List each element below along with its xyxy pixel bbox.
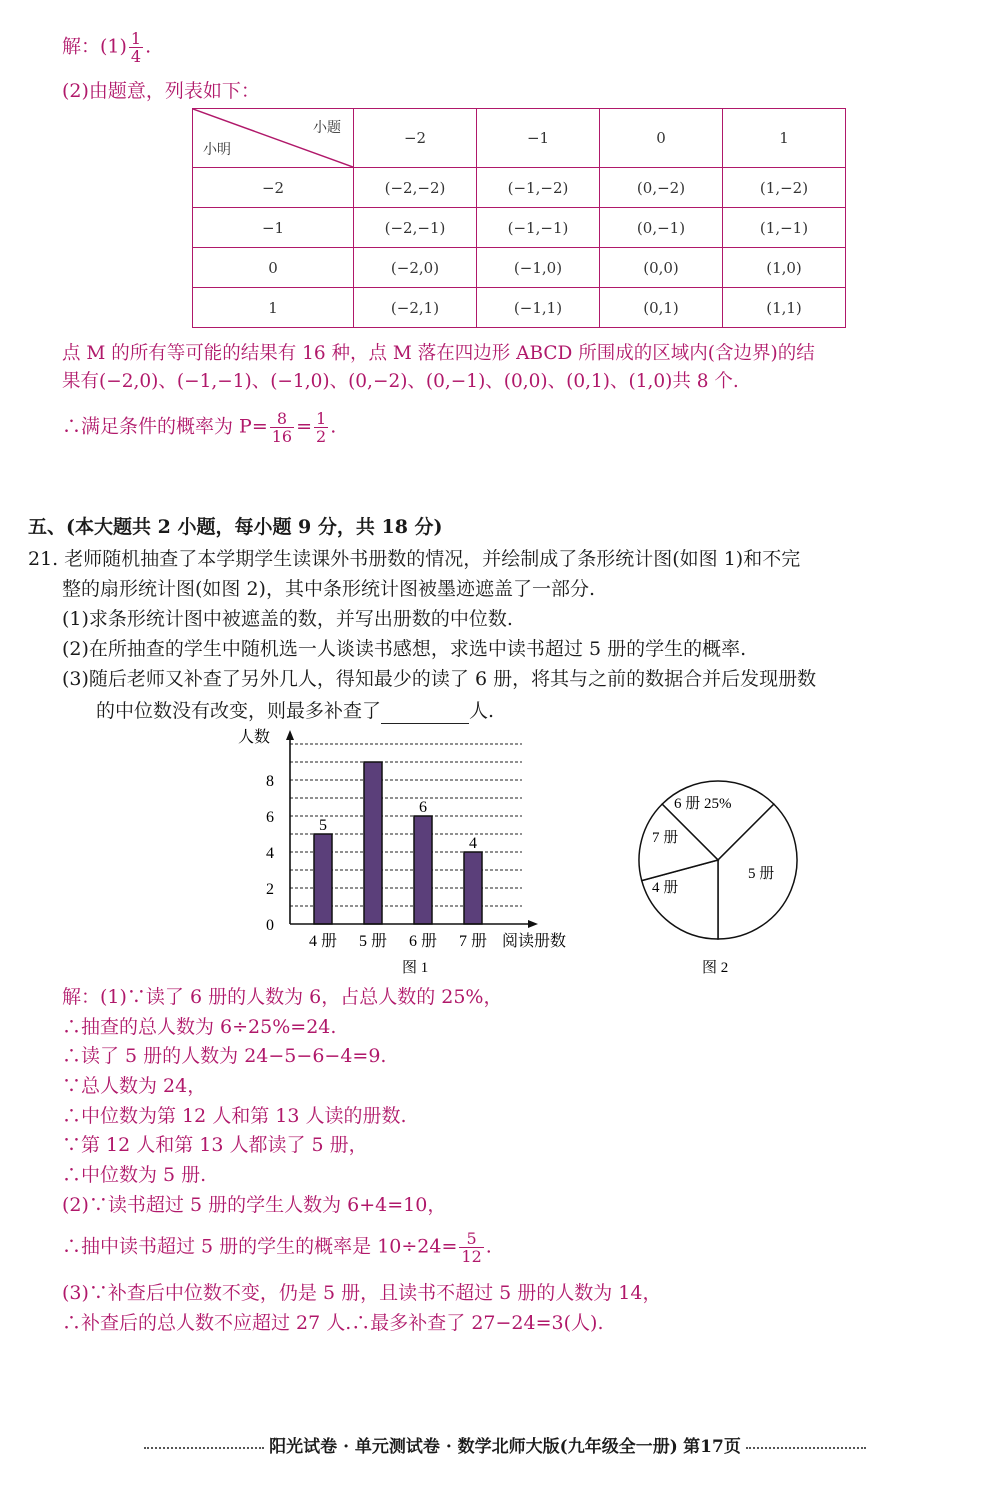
pie-chart <box>630 780 810 980</box>
row-header: −2 <box>193 168 354 208</box>
table-cell: (0,1) <box>600 288 723 328</box>
x-axis-label: 阅读册数 <box>502 933 567 950</box>
pie-label: 6 册 25% <box>674 796 732 812</box>
page-footer <box>40 1432 970 1457</box>
bar <box>464 852 482 924</box>
answer-line: ∴中位数为第 12 人和第 13 人读的册数. <box>62 1105 407 1127</box>
data-label: 5 <box>319 817 327 834</box>
col-header: 0 <box>600 109 723 168</box>
x-tick-label: 4 册 <box>308 933 338 950</box>
answer-line: ∵第 12 人和第 13 人都读了 5 册， <box>62 1134 368 1156</box>
x-tick-label: 6 册 <box>408 933 438 950</box>
row-header: 1 <box>193 288 354 328</box>
table-cell: (1,−1) <box>723 208 846 248</box>
footer-title: 阳光试卷 · 单元测试卷 · 数学北师大版(九年级全一册) <box>269 1437 678 1457</box>
bar-chart <box>230 722 590 982</box>
bar <box>414 816 432 924</box>
y-axis-arrow <box>286 730 294 740</box>
table-row <box>193 248 846 288</box>
result-line-1: 点 M 的所有等可能的结果有 16 种，点 M 落在四边形 ABCD 所围成的区域内(含边界)的结 <box>62 343 815 364</box>
question-21-sub-3-line-2: 的中位数没有改变，则最多补查了 人. <box>96 700 495 722</box>
solution-1: 解：(1) $\frac{1}{4}$ . <box>62 29 152 66</box>
col-header: −2 <box>354 109 477 168</box>
table-row <box>193 288 846 328</box>
table-cell: (−1,1) <box>477 288 600 328</box>
table-cell: (0,0) <box>600 248 723 288</box>
bar <box>364 762 382 924</box>
table-cell: (−2,0) <box>354 248 477 288</box>
table-cell: (−2,−2) <box>354 168 477 208</box>
y-tick-label: 2 <box>266 881 274 898</box>
question-21-sub-2: (2)在所抽查的学生中随机选一人谈读书感想，求选中读书超过 5 册的学生的概率. <box>62 638 747 660</box>
row-header: −1 <box>193 208 354 248</box>
table-cell: (−1,−1) <box>477 208 600 248</box>
result-line-2: 果有(−2,0)、(−1,−1)、(−1,0)、(0,−2)、(0,−1)、(0,0)、(0,1)、(1,0)共 8 个. <box>62 371 739 392</box>
pie-caption: 图 2 <box>702 960 729 976</box>
answer-line: ∵总人数为 24， <box>62 1075 207 1097</box>
table-cell: (0,−2) <box>600 168 723 208</box>
probability-conclusion: ∴满足条件的概率为 P= $\frac{8}{16}$ = $\frac{1}{2}$ . <box>62 409 337 446</box>
fraction-one-quarter: $\frac{1}{4}$ <box>130 29 142 66</box>
col-header: 1 <box>723 109 846 168</box>
answer-line: (2)∵读书超过 5 册的学生人数为 6+4=10， <box>62 1194 447 1216</box>
chart-caption: 图 1 <box>402 960 429 976</box>
y-tick-label: 8 <box>266 773 274 790</box>
bar <box>314 834 332 924</box>
fraction: $\frac{1}{2}$ <box>316 409 327 446</box>
section-heading: 五、(本大题共 2 小题，每小题 9 分，共 18 分) <box>28 516 443 538</box>
question-21-line-2: 整的扇形统计图(如图 2)，其中条形统计图被墨迹遮盖了一部分. <box>62 578 595 600</box>
pie-label: 4 册 <box>652 880 679 896</box>
table-cell: (−2,−1) <box>354 208 477 248</box>
question-21-sub-3-line-1: (3)随后老师又补查了另外几人，得知最少的读了 6 册，将其与之前的数据合并后发现册数 <box>62 668 817 690</box>
solution-1-prefix: 解：(1) <box>62 35 127 58</box>
answer-line: 解：(1)∵读了 6 册的人数为 6，占总人数的 25%， <box>62 986 503 1008</box>
solution-2-intro: (2)由题意，列表如下： <box>62 80 260 102</box>
y-tick-label: 6 <box>266 809 274 826</box>
y-axis-label: 人数 <box>238 729 271 746</box>
data-label: 6 <box>419 799 427 816</box>
table-cell: (−1,−2) <box>477 168 600 208</box>
pie-label: 7 册 <box>652 830 679 846</box>
answer-line: ∴读了 5 册的人数为 24−5−6−4=9. <box>62 1045 387 1067</box>
x-tick-label: 7 册 <box>458 933 488 950</box>
pie-label: 5 册 <box>748 866 775 882</box>
question-21-line-1: 21. 老师随机抽查了本学期学生读课外书册数的情况，并绘制成了条形统计图(如图 1)和不完 <box>28 548 801 570</box>
x-axis-arrow <box>528 920 538 928</box>
table-corner-cell <box>193 109 354 168</box>
table-cell: (1,−2) <box>723 168 846 208</box>
table-cell: (−1,0) <box>477 248 600 288</box>
table-cell: (−2,1) <box>354 288 477 328</box>
table-cell: (1,1) <box>723 288 846 328</box>
table-row <box>193 208 846 248</box>
col-header: −1 <box>477 109 600 168</box>
corner-bottom-label: 小明 <box>203 142 231 158</box>
footer-dots-right <box>746 1447 866 1449</box>
answer-line: ∴抽中读书超过 5 册的学生的概率是 10÷24= $\frac{5}{12}$ . <box>62 1229 492 1266</box>
fraction: $\frac{5}{12}$ <box>461 1229 482 1266</box>
answer-line: ∴中位数为 5 册. <box>62 1164 207 1186</box>
y-tick-label: 4 <box>266 845 274 862</box>
answer-line: (3)∵补查后中位数不变，仍是 5 册，且读书不超过 5 册的人数为 14， <box>62 1282 662 1304</box>
x-tick-label: 5 册 <box>358 933 388 950</box>
answer-line: ∴补查后的总人数不应超过 27 人.∴最多补查了 27−24=3(人). <box>62 1312 604 1334</box>
page-number: 第17页 <box>683 1437 741 1457</box>
question-21-sub-1: (1)求条形统计图中被遮盖的数，并写出册数的中位数. <box>62 608 513 630</box>
answer-line: ∴抽查的总人数为 6÷25%=24. <box>62 1016 337 1038</box>
y-tick-label: 0 <box>266 917 274 934</box>
corner-top-label: 小题 <box>313 120 341 136</box>
data-label: 4 <box>469 835 477 852</box>
table-cell: (1,0) <box>723 248 846 288</box>
fraction: $\frac{8}{16}$ <box>271 409 293 446</box>
outcome-table <box>192 108 846 328</box>
footer-dots-left <box>144 1447 264 1449</box>
table-cell: (0,−1) <box>600 208 723 248</box>
row-header: 0 <box>193 248 354 288</box>
table-row <box>193 168 846 208</box>
